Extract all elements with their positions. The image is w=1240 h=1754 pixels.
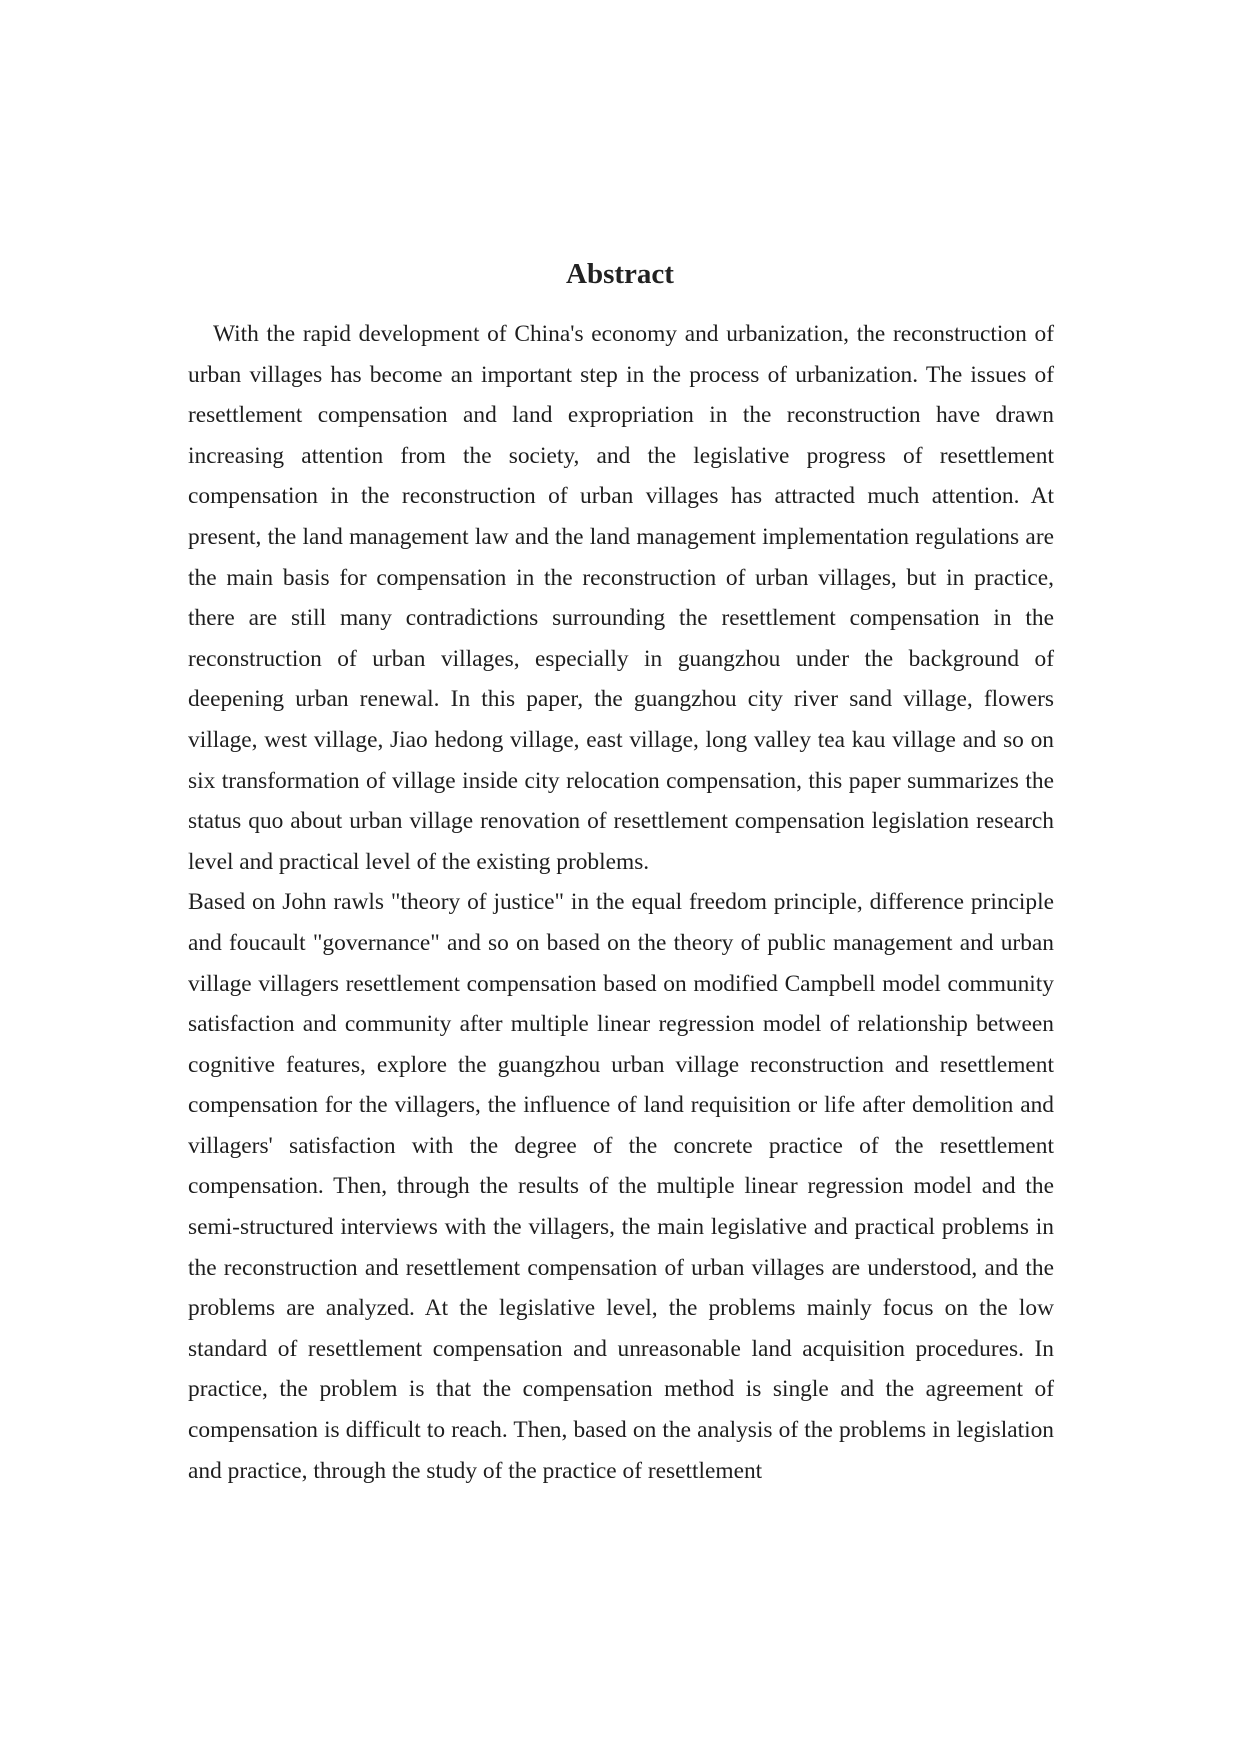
abstract-paragraph-1: With the rapid development of China's economy and urbanization, the reconstruction of urban villages has become an important step in the process of urbanization. The issues of resettlement compensation and land expropriation in the reconstruction have drawn increasing attention from the society, and the legislative progress of resettlement compensation in the reconstruction of urban villages has attracted much attention. At present, the land management law and the land management implementation regulations are the main basis for compensation in the reconstruction of urban villages, but in practice, there are still many contradictions surrounding the resettlement compensation in the reconstruction of urban villages, especially in guangzhou under the background of deepening urban renewal. In this paper, the guangzhou city river sand village, flowers village, west village, Jiao hedong village, east village, long valley tea kau village and so on six transformation of village inside city relocation compensation, this paper summarizes the status quo about urban village renovation of resettlement compensation legislation research level and practical level of the existing problems. (188, 321, 1054, 875)
abstract-paragraph-2: Based on John rawls "theory of justice" in the equal freedom principle, difference principle and foucault "governance" and so on based on the theory of public management and urban village villagers resettlement compensation based on modified Campbell model community satisfaction and community after multiple linear regression model of relationship between cognitive features, explore the guangzhou urban village reconstruction and resettlement compensation for the villagers, the influence of land requisition or life after demolition and villagers' satisfaction with the degree of the concrete practice of the resettlement compensation. Then, through the results of the multiple linear regression model and the semi-structured interviews with the villagers, the main legislative and practical problems in the reconstruction and resettlement compensation of urban villages are understood, and the problems are analyzed. At the legislative level, the problems mainly focus on the low standard of resettlement compensation and unreasonable land acquisition procedures. In practice, the problem is that the compensation method is single and the agreement of compensation is difficult to reach. Then, based on the analysis of the problems in legislation and practice, through the study of the practice of resettlement (188, 889, 1054, 1484)
page-title: Abstract (566, 258, 674, 290)
abstract-body (188, 314, 1054, 1491)
